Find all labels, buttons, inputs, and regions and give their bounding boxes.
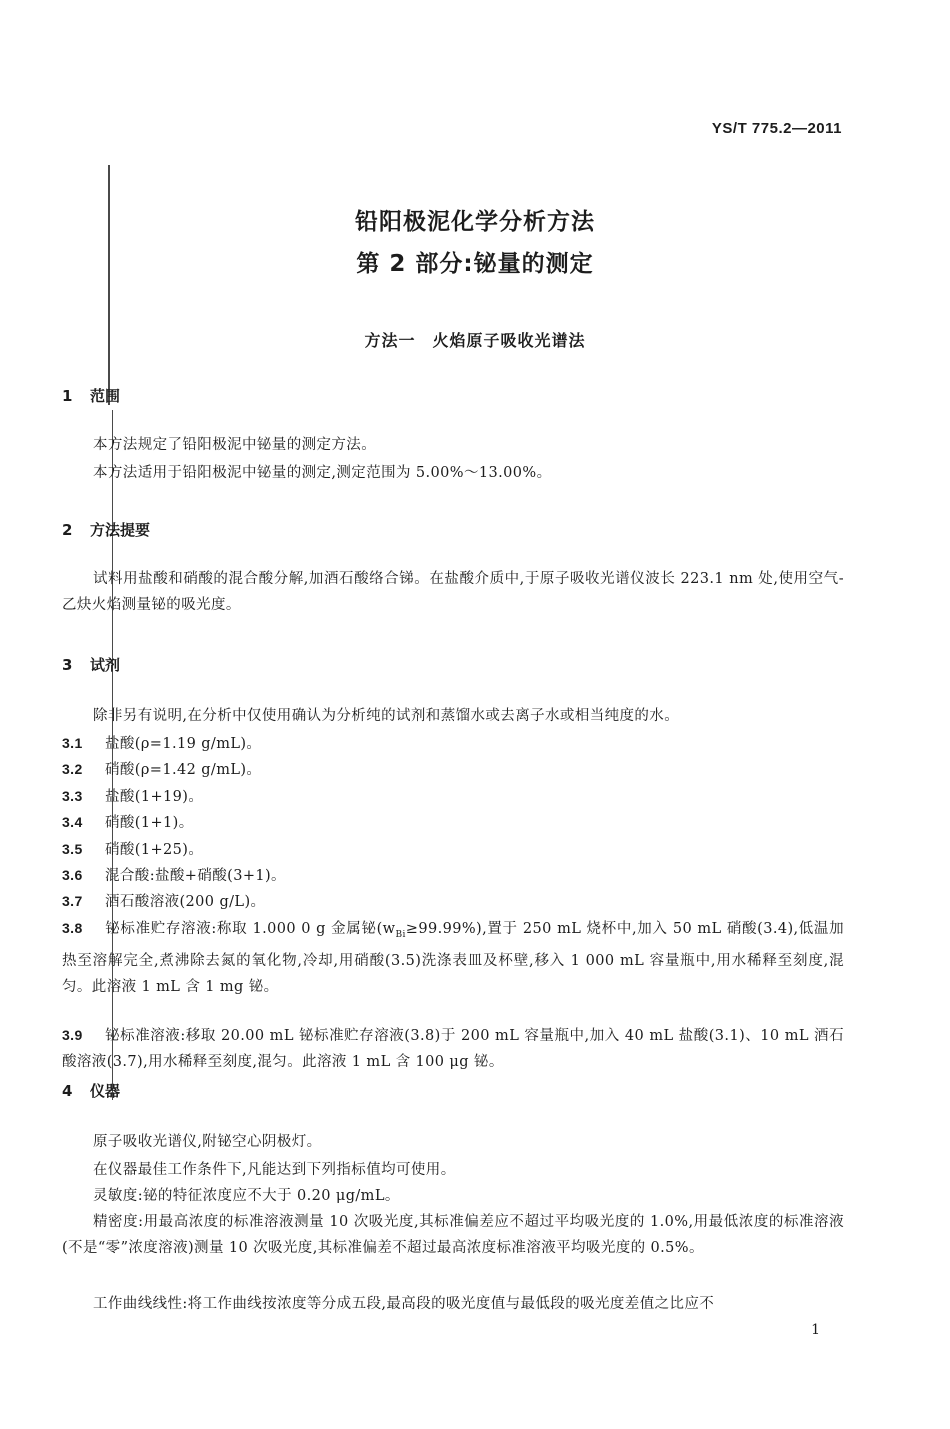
item-text: 硝酸(1+25)。 [105,842,204,858]
item-text: 硝酸(1+1)。 [105,815,194,831]
paragraph: 原子吸收光谱仪,附铋空心阴极灯。 [93,1134,322,1150]
section-heading-apparatus [62,1080,120,1101]
item-number: 3.6 [62,867,83,883]
reagent-item [62,1022,844,1075]
document-title-line1: 铅阳极泥化学分析方法 [355,209,595,235]
scan-margin-line [108,165,110,405]
paragraph: 试料用盐酸和硝酸的混合酸分解,加酒石酸络合锑。在盐酸介质中,于原子吸收光谱仪波长 223.1 nm 处,使用空气-乙炔火焰测量铋的吸光度。 [62,571,844,613]
section-title: 试剂 [90,656,121,674]
paragraph: 工作曲线线性:将工作曲线按浓度等分成五段,最高段的吸光度值与最低段的吸光度差值之比应不 [93,1296,715,1312]
item-number: 3.4 [62,814,83,830]
item-text: 酒石酸溶液(200 g/L)。 [105,894,266,910]
item-text: 混合酸:盐酸+硝酸(3+1)。 [105,868,286,884]
paragraph: 在仪器最佳工作条件下,凡能达到下列指标值均可使用。 [93,1162,456,1178]
item-number: 3.1 [62,735,83,751]
method-title: 方法一 火焰原子吸收光谱法 [364,331,586,350]
section-heading-scope [62,385,120,406]
item-number: 3.8 [62,920,83,936]
paragraph: 除非另有说明,在分析中仅使用确认为分析纯的试剂和蒸馏水或去离子水或相当纯度的水。 [93,708,680,724]
standard-number: YS/T 775.2—2011 [711,120,842,137]
section-title: 范围 [90,387,121,405]
item-text: ≥99.99%),置于 250 mL 烧杯中,加入 50 mL 硝酸(3.4),低温加热至溶解完全,煮沸除去氮的氧化物,冷却,用硝酸(3.5)洗涤表皿及杯壁,移入 1 000 mL 容量瓶中,用水稀释至刻度,混匀。此溶液 1 mL 含 1 mg 铋。 [62,921,844,995]
item-number: 3.3 [62,788,83,804]
section-title: 仪器 [90,1082,121,1100]
page-number: 1 [811,1322,820,1338]
reagent-item [62,888,844,915]
item-number: 3.2 [62,761,83,777]
section-heading-principle [62,519,150,540]
section-heading-reagents [62,654,120,675]
paragraph: 精密度:用最高浓度的标准溶液测量 10 次吸光度,其标准偏差应不超过平均吸光度的 1.0%,用最低浓度的标准溶液(不是“零”浓度溶液)测量 10 次吸光度,其标准偏差不超过最高浓度标准溶液平均吸光度的 0.5%。 [62,1214,844,1256]
reagent-item [62,809,844,836]
reagent-item [62,915,844,1000]
item-number: 3.5 [62,841,83,857]
item-text: 硝酸(ρ=1.42 g/mL)。 [105,762,262,778]
paragraph: 灵敏度:铋的特征浓度应不大于 0.20 μg/mL。 [93,1188,400,1204]
section-title: 方法提要 [90,521,151,539]
document-title-line2: 第 2 部分:铋量的测定 [356,251,594,277]
item-subscript: Bi [395,929,406,940]
item-text: 盐酸(ρ=1.19 g/mL)。 [105,736,262,752]
item-text: 铋标准贮存溶液:称取 1.000 0 g 金属铋(w [105,921,396,937]
item-number: 3.9 [62,1027,83,1043]
item-number: 3.7 [62,893,83,909]
section-number: 4 [62,1082,73,1100]
paragraph: 本方法适用于铅阳极泥中铋量的测定,测定范围为 5.00%～13.00%。 [93,465,552,481]
reagent-item [62,783,844,810]
reagent-item [62,730,844,757]
reagent-item [62,836,844,863]
reagent-item [62,862,844,889]
section-number: 1 [62,387,73,405]
reagent-item [62,756,844,783]
item-text: 盐酸(1+19)。 [105,789,204,805]
section-number: 2 [62,521,73,539]
section-number: 3 [62,656,73,674]
paragraph: 本方法规定了铅阳极泥中铋量的测定方法。 [93,437,377,453]
item-text: 铋标准溶液:移取 20.00 mL 铋标准贮存溶液(3.8)于 200 mL 容量瓶中,加入 40 mL 盐酸(3.1)、10 mL 酒石酸溶液(3.7),用水稀释至刻度,混匀。此溶液 1 mL 含 100 μg 铋。 [62,1028,844,1070]
